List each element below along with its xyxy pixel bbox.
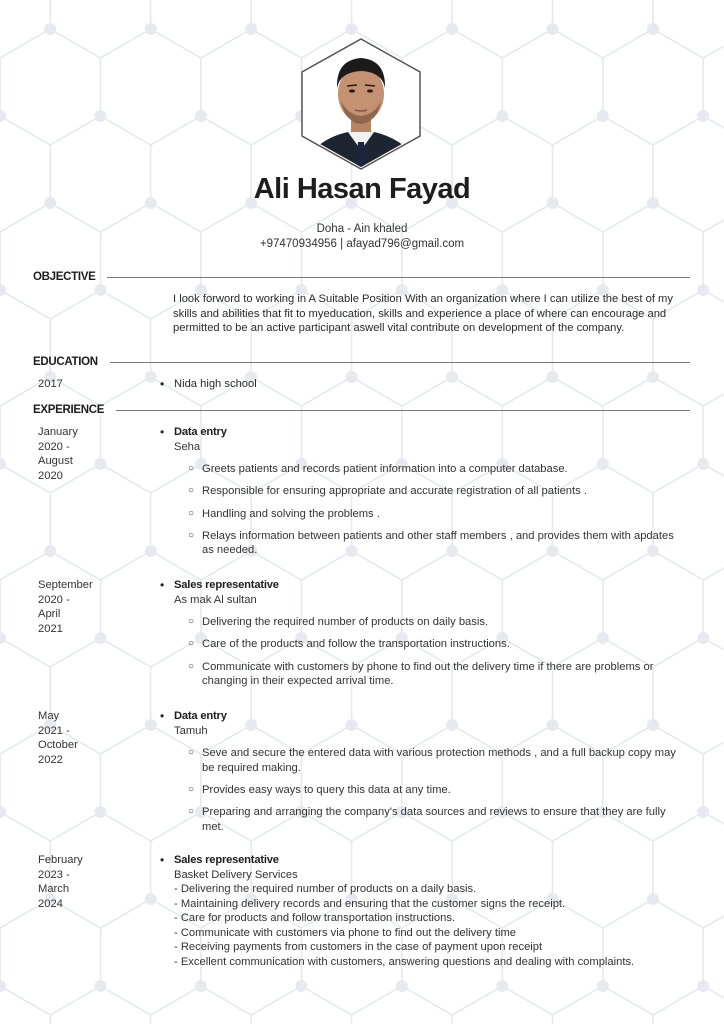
section-title: EXPERIENCE <box>33 404 105 416</box>
circle-bullet-icon: ○ <box>188 507 195 519</box>
bullet-icon: • <box>160 853 165 867</box>
bullet-icon: • <box>160 709 165 723</box>
job-point: Care of the products and follow the transportation instructions. <box>202 638 510 651</box>
divider <box>110 362 690 363</box>
job-points <box>188 462 678 558</box>
education-year: 2017 <box>38 378 63 390</box>
circle-bullet-icon: ○ <box>188 660 195 672</box>
job-point: Delivering the required number of products on daily basis. <box>202 616 489 628</box>
bullet-icon: • <box>160 377 165 391</box>
job-point: Preparing and arranging the company's data sources and reviews to ensure that they are fully met. <box>202 806 666 833</box>
job-date: January 2020 - August 2020 <box>38 426 78 482</box>
job-point: Seve and secure the entered data with various protection methods , and a full backup copy may be required making. <box>202 747 676 774</box>
circle-bullet-icon: ○ <box>188 616 195 627</box>
objective-heading <box>33 271 690 283</box>
circle-bullet-icon: ○ <box>188 783 195 795</box>
job-company: Seha <box>174 440 201 453</box>
job-entry <box>160 578 690 696</box>
job-point: Provides easy ways to query this data at any time. <box>202 783 451 796</box>
divider <box>107 277 690 278</box>
job-date: September 2020 - April 2021 <box>38 579 93 635</box>
objective-text: I look forword to working in A Suitable Position With an organization where I can utilize the best of my skills and abilities that fit to myeducation, skills and experience a place of where can encourage and permitted to be an active participant aswell vital contribute on development of the company. <box>173 293 673 335</box>
circle-bullet-icon: ○ <box>188 747 195 758</box>
job-company: Tamuh <box>174 724 208 737</box>
job-entry <box>160 853 690 969</box>
circle-bullet-icon: ○ <box>188 529 195 541</box>
job-company: As mak Al sultan <box>174 593 257 606</box>
circle-bullet-icon: ○ <box>188 806 195 818</box>
circle-bullet-icon: ○ <box>188 638 195 650</box>
circle-bullet-icon: ○ <box>188 463 195 474</box>
job-role: Sales representative <box>174 579 279 591</box>
phone-email: +97470934956 | afayad796@gmail.com <box>259 238 465 250</box>
job-date: February 2023 - March 2024 <box>38 854 83 910</box>
profile-photo <box>300 38 422 170</box>
job-entry <box>160 709 690 842</box>
school-name: Nida high school <box>174 378 257 390</box>
job-point: Handling and solving the problems . <box>202 507 380 520</box>
divider <box>116 410 690 411</box>
job-points <box>188 615 678 689</box>
section-title: OBJECTIVE <box>33 271 96 283</box>
education-heading <box>33 356 690 368</box>
candidate-name: Ali Hasan Fayad <box>253 173 471 205</box>
education-entry <box>160 377 690 392</box>
job-duty-line: - Delivering the required number of products on a daily basis. <box>174 883 477 895</box>
job-duties <box>174 882 644 969</box>
job-role: Sales representative <box>174 854 279 866</box>
job-point: Greets patients and records patient information into a computer database. <box>202 463 568 475</box>
job-date: May 2021 - October 2022 <box>38 710 78 766</box>
job-duty-line: - Receiving payments from customers in the case of payment upon receipt <box>174 941 543 953</box>
job-entry <box>160 425 690 566</box>
job-role: Data entry <box>174 426 227 438</box>
job-point: Relays information between patients and other staff members , and provides them with apdates as needed. <box>202 529 674 557</box>
bullet-icon: • <box>160 425 165 439</box>
job-point: Responsible for ensuring appropriate and accurate registration of all patients . <box>202 485 587 498</box>
job-duty-line: - Care for products and follow transportation instructions. <box>174 912 456 924</box>
job-duty-line: - Communicate with customers via phone to find out the delivery time <box>174 926 516 939</box>
job-point: Communicate with customers by phone to find out the delivery time if there are problems or changing in their expected arrival time. <box>202 660 654 688</box>
location: Doha - Ain khaled <box>316 223 408 235</box>
circle-bullet-icon: ○ <box>188 485 195 497</box>
job-role: Data entry <box>174 710 227 722</box>
job-points <box>188 746 678 834</box>
bullet-icon: • <box>160 578 165 592</box>
experience-heading <box>33 404 690 416</box>
job-duty-line: - Excellent communication with customers, answering questions and dealing with complaints. <box>174 955 635 968</box>
job-company: Basket Delivery Services <box>174 868 298 881</box>
section-title: EDUCATION <box>33 356 98 368</box>
job-duty-line: - Maintaining delivery records and ensuring that the customer signs the receipt. <box>174 897 566 910</box>
